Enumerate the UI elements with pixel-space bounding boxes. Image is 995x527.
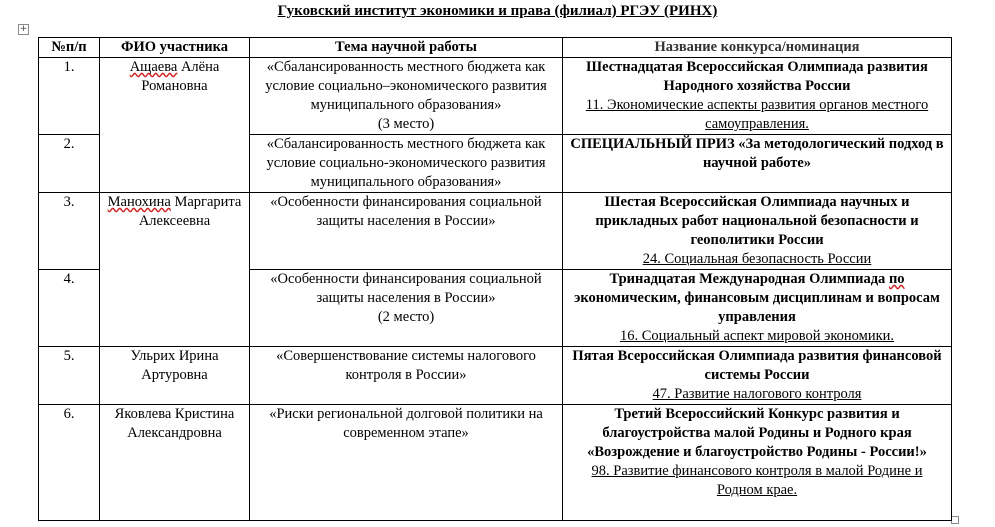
work-topic xyxy=(250,193,563,270)
page-title: Гуковский институт экономики и права (филиал) РГЭУ (РИНХ) xyxy=(277,3,718,19)
row-number: 6. xyxy=(39,405,100,521)
contest-cell xyxy=(563,193,952,270)
participant-name xyxy=(100,405,250,521)
nomination-link[interactable]: 98. Развитие финансового контроля в малой Родине и Родном крае. xyxy=(591,463,923,498)
contest-title: Шестая Всероссийская Олимпиада научных и прикладных работ национальной безопасности и геополитики России xyxy=(595,194,919,248)
work-topic xyxy=(250,135,563,193)
header-contest: Название конкурса/номинация xyxy=(563,38,952,58)
topic-text: «Совершенствование системы налогового контроля в России» xyxy=(276,348,536,383)
table-row xyxy=(39,193,952,270)
row-number: 3. xyxy=(39,193,100,270)
row-number: 2. xyxy=(39,135,100,193)
nomination-link[interactable]: 47. Развитие налогового контроля xyxy=(652,386,862,402)
work-topic xyxy=(250,347,563,405)
header-name: ФИО участника xyxy=(100,38,250,58)
participant-name xyxy=(100,193,250,347)
table-resize-handle-icon[interactable] xyxy=(951,516,959,524)
contest-title: Пятая Всероссийская Олимпиада развития финансовой системы России xyxy=(572,348,942,383)
work-topic xyxy=(250,58,563,135)
topic-text: «Сбалансированность местного бюджета как условие социально–экономического развития муниципального образования» xyxy=(265,59,547,113)
participant-given-names: Алёна Романовна xyxy=(141,59,220,94)
participant-surname: Ащаева xyxy=(129,59,178,75)
header-num: №п/п xyxy=(39,38,100,58)
work-topic xyxy=(250,405,563,521)
header-topic: Тема научной работы xyxy=(250,38,563,58)
place-label: (3 место) xyxy=(377,116,435,132)
nomination-link[interactable]: 16. Социальный аспект мировой экономики. xyxy=(619,328,895,344)
contest-cell xyxy=(563,270,952,347)
participants-table xyxy=(38,37,952,521)
contest-title: Тринадцатая Международная Олимпиада по экономическим, финансовым дисциплинам и вопросам управления xyxy=(574,271,940,325)
row-number: 1. xyxy=(39,58,100,135)
table-header-row xyxy=(39,38,952,58)
contest-cell xyxy=(563,347,952,405)
row-number: 4. xyxy=(39,270,100,347)
participant-full-name: Яковлева Кристина Александровна xyxy=(114,406,235,441)
table-move-handle-icon[interactable]: + xyxy=(19,24,28,34)
contest-cell xyxy=(563,405,952,521)
participant-given-names: Маргарита Алексеевна xyxy=(138,194,242,229)
contest-title: Третий Всероссийский Конкурс развития и благоустройства малой Родины и Родного края «Возрождение и благоустройство Родины - России!» xyxy=(587,406,927,460)
row-number: 5. xyxy=(39,347,100,405)
work-topic xyxy=(250,270,563,347)
participant-name xyxy=(100,347,250,405)
place-label: (2 место) xyxy=(377,309,435,325)
contest-cell xyxy=(563,135,952,193)
topic-text: «Особенности финансирования социальной защиты населения в России» xyxy=(270,194,542,229)
table-row xyxy=(39,347,952,405)
nomination-link[interactable]: 24. Социальная безопасность России xyxy=(642,251,872,267)
participant-name xyxy=(100,58,250,193)
contest-cell xyxy=(563,58,952,135)
topic-text: «Риски региональной долговой политики на современном этапе» xyxy=(269,406,543,441)
contest-title: СПЕЦИАЛЬНЫЙ ПРИЗ «За методологический подход в научной работе» xyxy=(570,136,944,171)
contest-title: Шестнадцатая Всероссийская Олимпиада развития Народного хозяйства России xyxy=(586,59,928,94)
nomination-link[interactable]: 11. Экономические аспекты развития органов местного самоуправления. xyxy=(585,97,929,132)
participant-full-name: Ульрих Ирина Артуровна xyxy=(130,348,219,383)
topic-text: «Сбалансированность местного бюджета как условие социально-экономического развития муниципального образования» xyxy=(266,136,546,190)
table-row xyxy=(39,58,952,135)
table-row xyxy=(39,405,952,521)
participant-surname: Манохина xyxy=(107,194,171,210)
topic-text: «Особенности финансирования социальной защиты населения в России» xyxy=(270,271,542,306)
